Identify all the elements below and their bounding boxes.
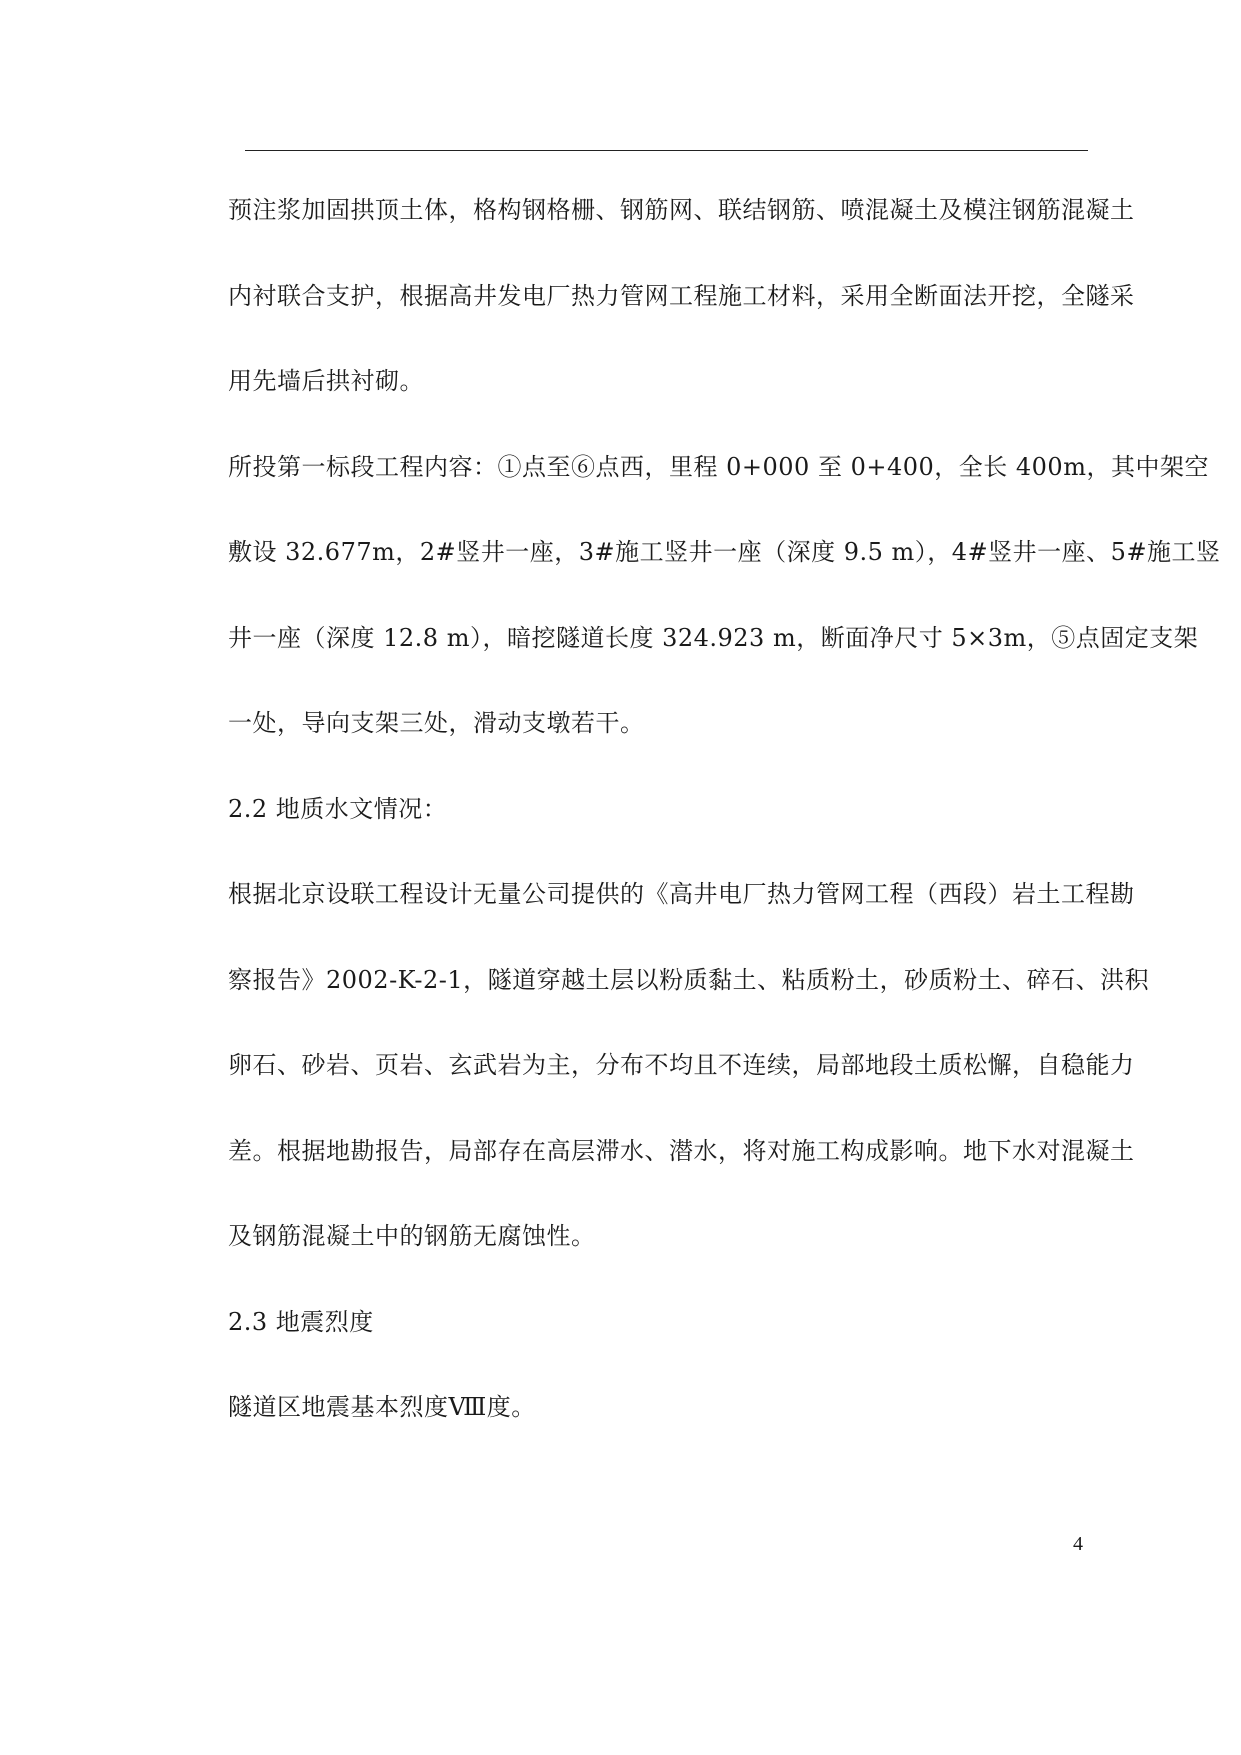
text-line: 内衬联合支护，根据高井发电厂热力管网工程施工材料，采用全断面法开挖，全隧采: [228, 281, 1135, 310]
section-heading: 2.2 地质水文情况：: [228, 794, 448, 823]
text-line: 预注浆加固拱顶土体，格构钢格栅、钢筋网、联结钢筋、喷混凝土及模注钢筋混凝土: [228, 196, 1135, 224]
text-line: 所投第一标段工程内容：①点至⑥点西，里程 0+000 至 0+400，全长 400m，其中架空: [228, 452, 1209, 481]
text-line: 差。根据地勘报告，局部存在高层滞水、潜水，将对施工构成影响。地下水对混凝土: [228, 1136, 1135, 1165]
text-line: 卵石、砂岩、页岩、玄武岩为主，分布不均且不连续，局部地段土质松懈，自稳能力: [228, 1051, 1135, 1079]
text-line: 敷设 32.677m，2#竖井一座，3#施工竖井一座（深度 9.5 m），4#竖井一座、5#施工竖: [228, 538, 1221, 566]
text-line: 察报告》2002-K-2-1，隧道穿越土层以粉质黏土、粘质粉土，砂质粉土、碎石、洪积: [228, 965, 1150, 994]
text-line: 用先墙后拱衬砌。: [228, 367, 424, 395]
section-heading: 2.3 地震烈度: [228, 1307, 374, 1336]
text-line: 隧道区地震基本烈度Ⅷ度。: [228, 1393, 536, 1421]
text-line: 根据北京设联工程设计无量公司提供的《高井电厂热力管网工程（西段）岩土工程勘: [228, 880, 1135, 908]
body-text: [228, 196, 1221, 1479]
page-number: 4: [1073, 1533, 1083, 1555]
text-line: 井一座（深度 12.8 m），暗挖隧道长度 324.923 m，断面净尺寸 5×3m，⑤点固定支架: [228, 623, 1199, 652]
header-rule: [245, 150, 1088, 151]
text-line: 及钢筋混凝土中的钢筋无腐蚀性。: [228, 1222, 596, 1250]
text-line: 一处，导向支架三处，滑动支墩若干。: [228, 709, 645, 737]
